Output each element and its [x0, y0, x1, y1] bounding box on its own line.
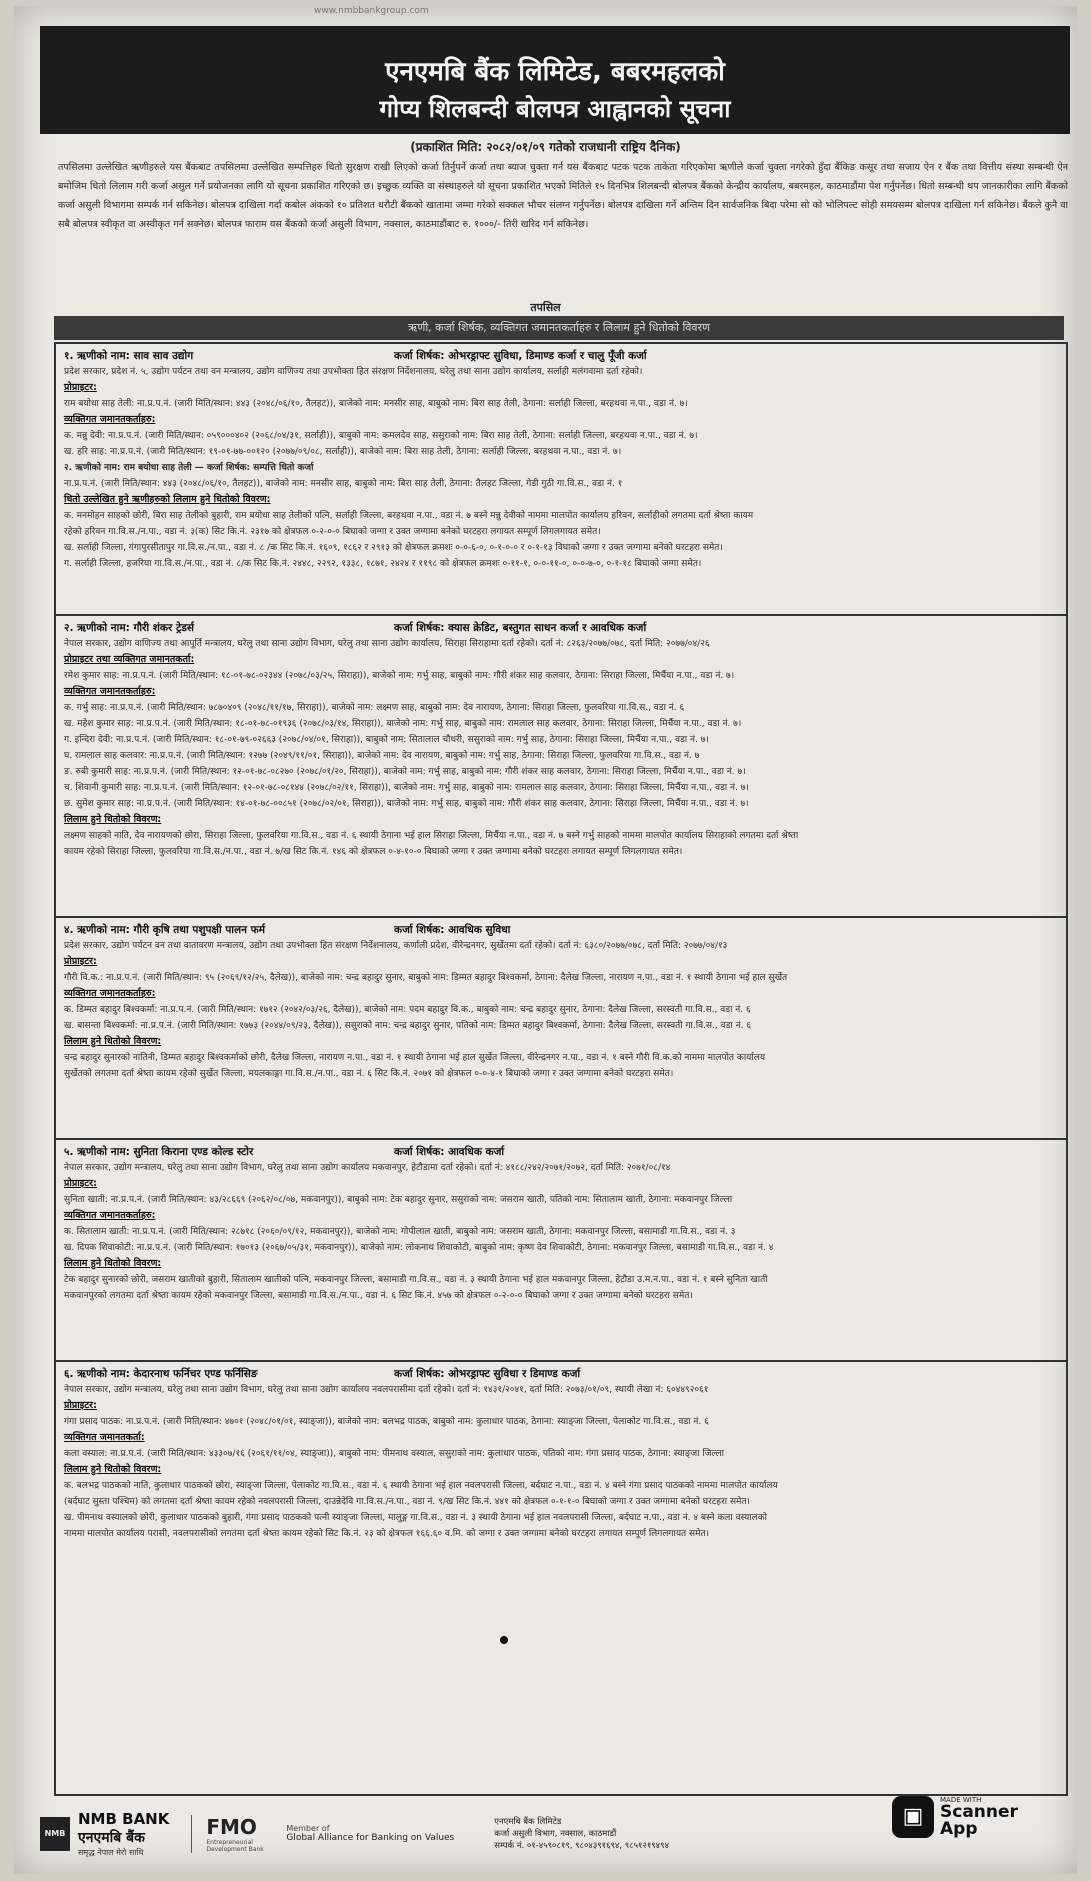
- detail-line: ग. सर्लाही जिल्ला, हजरिया गा.वि.स./न.पा., वडा नं. ८/क सिट कि.नं. २४४८, २२९२, १३३८, १८७१, २४२४ र ११९८ को क्षेत्रफल क्रमशः ०-११-१, ०-०-११-०, ०-०-७-०, ०-१-१८ बिघाको जग्गा समेत।: [64, 559, 702, 569]
- subheading: व्यक्तिगत जमानतकर्ताहरु:: [64, 988, 156, 999]
- newspaper-page: [14, 6, 1077, 1874]
- loan-title: कर्जा शिर्षक: आवधिक कर्जा: [394, 1146, 505, 1158]
- fmo-name: FMO: [206, 1815, 257, 1839]
- detail-line: ग. इन्दिरा देवी: ना.प्र.प.नं. (जारी मिति/स्थान: १८-०१-७९-०२६६३ (२०७८/०४/०१, सिराहा)), बाबुको नाम: सितालाल चौधरी, ससुराको नाम: गर्भु साह, ठेगाना: सिराहा जिल्ला, मिर्चैया न.पा., वडा नं. ७।: [64, 735, 709, 745]
- address-bank-name: एनएमबि बैंक लिमिटेड: [494, 1817, 562, 1827]
- member-of-label: Member of: [286, 1824, 330, 1833]
- loan-title: कर्जा शिर्षक: आवधिक सुविधा: [394, 924, 511, 936]
- detail-line: ख. महेश कुमार साह: ना.प्र.प.नं. (जारी मिति/स्थान: १८-०१-७८-०१९३६ (२०७८/०३/१४, सिराहा)), बाजेको नाम: गर्भु साह, बाबुको नाम: रामलाल साह कलवार, ठेगाना: सिराहा जिल्ला, मिर्चैया न.पा., वडा नं. ७।: [64, 719, 742, 729]
- fmo-subtitle: Entrepreneurial Development Bank: [206, 1839, 264, 1853]
- subheading: प्रोप्राइटर:: [64, 1400, 97, 1411]
- detail-line: क. डिम्मत बहादुर बिश्वकर्मा: ना.प्र.प.नं. (जारी मिति/स्थान: १७१२ (२०४२/०३/२६, दैलेख)), बाजेको नाम: पदम बहादुर वि.क., बाबुको नाम: चन्द्र बहादुर सुनार, ठेगाना: दैलेख जिल्ला, सरस्वती गा.वि.स., वडा नं. ६: [64, 1005, 751, 1015]
- borrower-section: [56, 1360, 1066, 1620]
- annex-label: तपसिल: [530, 301, 561, 314]
- scanner-app-icon: ▣: [892, 1796, 934, 1838]
- borrower-section: [56, 916, 1066, 1138]
- intro-paragraph: [58, 158, 1068, 298]
- borrower-name: ५. ऋणीको नाम: सुनिता किराना एण्ड कोल्ड स्टोर: [64, 1146, 254, 1158]
- fmo-logo: [191, 1815, 266, 1853]
- detail-line: टेक बहादुर सुनारको छोरी, जसराम खातीको बुहारी, सितालाम खातीको पत्नि, मकवानपुर जिल्ला, बसामाडी गा.वि.स., वडा नं. ३ स्थायी ठेगाना भई हाल मकवानपुर जिल्ला, हेटौडा उ.म.न.पा., वडा नं. १ बस्ने सुनिता खाती: [64, 1275, 768, 1285]
- notice-header: [40, 26, 1070, 134]
- detail-line: प्रदेश सरकार, उद्योग पर्यटन वन तथा वातावरण मन्त्रालय, उद्योग तथा उपभोक्ता हित संरक्षण निर्देशनालय, कर्णाली प्रदेश, वीरेन्द्रनगर, सुर्खेतमा दर्ता रहेको। दर्ता नं: ६३८०/२०७७/०७८, दर्ता मिति: २०७७/०४/१३: [64, 941, 728, 951]
- gabv-logo: [286, 1824, 454, 1844]
- detail-line: सुनिता खाती: ना.प्र.प.नं. (जारी मिति/स्थान: ४३/२८६६९ (२०६२/०८/०७, मकवानपुर)), बाबुको नाम: टेक बहादुर सुनार, ससुराको नाम: जसराम खाती, पतिको नाम: सितालाम खाती, ठेगाना: मकवानपुर जिल्ला: [64, 1195, 733, 1205]
- ink-dot: [500, 1636, 508, 1644]
- detail-line: नेपाल सरकार, उद्योग मन्त्रालय, घरेलु तथा साना उद्योग विभाग, घरेलु तथा साना उद्योग कार्यालय नवलपरासीमा दर्ता रहेको। दर्ता नं: १४३१/२०४१, दर्ता मिति: २०७३/०१/०९, स्थायी लेखा नं: ६०४४९२०६१: [64, 1385, 709, 1395]
- detail-line: कला वस्याल: ना.प्र.प.नं. (जारी मिति/स्थान: ४३३०७/१६ (२०६१/११/०४, स्याङ्जा)), बाबुको नाम: पीमनाथ वस्याल, ससुराको नाम: कुलाधार पाठक, पतिको नाम: गंगा प्रसाद पाठक, ठेगाना: स्याङ्जा जिल्ला: [64, 1449, 724, 1459]
- detail-line: (बर्दघाट सुस्ता पश्चिम) को लगतमा दर्ता श्रेष्ता कायम रहेको नवलपरासी जिल्ला, दाउन्नेदेवि गा.वि.स./न.पा., वडा नं. ९/ख सिट कि.नं. ४४१ को क्षेत्रफल ०-१-१-० बिघाको जग्गा र उक्त जग्गामा बनेको घरटहरा समेत।: [64, 1497, 750, 1507]
- detail-line: ना.प्र.प.नं. (जारी मिति/स्थान: ४४३ (२०४८/०६/१०, तैलहट)), बाजेको नाम: मनसीर साह, बाबुको नाम: बिरा साह तेली, ठेगाना: तैलहट जिल्ला, गेडी गुठी गा.वि.स., वडा नं. १: [64, 479, 623, 489]
- detail-line: ख. पीमनाथ वस्यालको छोरी, कुलाधार पाठकको बुहारी, गंगा प्रसाद पाठकको पत्नी स्याङ्जा जिल्ला, मालुङ्ग गा.वि.स., वडा नं. ३ स्थायी ठेगाना भई हाल नवलपरासी जिल्ला, बर्दघाट न.पा., वडा नं. ४ बस्ने कला वस्यालको: [64, 1513, 767, 1523]
- intro-line: तपसिलमा उल्लेखित ऋणीहरुले यस बैंकबाट तपसिलमा उल्लेखित सम्पत्तिहरु धितो सुरक्षण राखी लिएको कर्जा तिर्नुपर्ने कर्जा तथा ब्याज चुक्ता गर्न यस बैंकबाट पटक पटक ताकेता गरिएकोमा: [58, 162, 716, 173]
- scanner-made-with: MADE WITH: [940, 1796, 982, 1804]
- detail-line: नाममा मालपोत कार्यालय परासी, नवलपरासीको लगतमा दर्ता श्रेष्ता कायम रहेको सिट कि.नं. २३ को क्षेत्रफल १६६.६० व.मि. को जग्गा र उक्त जग्गामा बनेको घरटहरा लगायत सम्पूर्ण लिगलगायत समेत।: [64, 1529, 710, 1539]
- source-url: www.nmbbankgroup.com: [314, 6, 429, 16]
- detail-line: लक्ष्मण साहको नाति, देव नारायणको छोरा, सिराहा जिल्ला, फुलवरिया गा.वि.स., वडा नं. ६ स्थायी ठेगाना भई हाल सिराहा जिल्ला, मिर्चैया न.पा., वडा नं. ७ बस्ने गर्भु साहको नाममा मालपोत कार्यालय सिराहाको लगतमा दर्ता श्रेष्ता: [64, 831, 799, 841]
- detail-line: रमेश कुमार साह: ना.प्र.प.नं. (जारी मिति/स्थान: १८-०१-७८-०२३४४ (२०७८/०३/२५, सिराहा)), बाजेको नाम: गर्भु साह, बाबुको नाम: गौरी शंकर साह कलवार, ठेगाना: सिराहा जिल्ला, मिर्चैया न.पा., वडा नं. ७।: [64, 671, 735, 681]
- detail-line: क. गर्भु साह: ना.प्र.प.नं. (जारी मिति/स्थान: ७८७०४०९ (२०४८/११/१७, सिराहा)), बाजेको नाम: लक्ष्मण साह, बाबुको नाम: देव नारायण, ठेगाना: सिराहा जिल्ला, फुलवरिया गा.वि.स., वडा नं. ६: [64, 703, 685, 713]
- subheading: धितो उल्लेखित हुने ऋणीहरुको लिलाम हुने धितोको विवरण:: [64, 494, 271, 505]
- subheading: व्यक्तिगत जमानतकर्ताहरु:: [64, 414, 156, 425]
- subheading: प्रोप्राइटर:: [64, 382, 97, 393]
- table-header: ऋणी, कर्जा शिर्षक, व्यक्तिगत जमानतकर्ताहरु र लिलाम हुने धितोको विवरण: [54, 316, 1064, 340]
- detail-line: ख. बासन्ता बिश्वकर्मा: ना.प्र.प.नं. (जारी मिति/स्थान: १७७३ (२०४४/०९/२३, दैलेख)), ससुराको नाम: चन्द्र बहादुर सुनार, पतिको नाम: डिम्मत बहादुर बिश्वकर्मा, ठेगाना: दैलेख जिल्ला, सरस्वती गा.वि.स., वडा नं. ६: [64, 1021, 752, 1031]
- detail-line: चन्द्र बहादुर सुनारको नातिनी, डिम्मत बहादुर बिश्वकर्माको छोरी, दैलेख जिल्ला, नारायण न.पा., वडा नं. १ स्थायी ठेगाना भई हाल सुर्खेत जिल्ला, वीरेन्द्रनगर न.पा., वडा नं. १ बस्ने गौरी वि.क.को नाममा मालपोत कार्यालय: [64, 1053, 766, 1063]
- detail-line: मकवानपुरको लगतमा दर्ता श्रेष्ता कायम रहेको मकवानपुर जिल्ला, बसामाडी गा.वि.स./न.पा., वडा नं. ६ सिट कि.नं. ४५७ को क्षेत्रफल ०-२-०-० बिघाको जग्गा र उक्त जग्गामा बनेको घरटहरा समेत।: [64, 1291, 693, 1301]
- subheading: लिलाम हुने धितोको विवरण:: [64, 1464, 162, 1475]
- nmb-name-ne: एनएमबि बैंक: [78, 1830, 145, 1846]
- detail-line: च. शिवानी कुमारी साह: ना.प्र.प.नं. (जारी मिति/स्थान: १२-०१-७८-०८१४४ (२०७८/०२/११, सिराहा)), बाजेको नाम: गर्भु साह, बाबुको नाम: रामलाल साह कलवार, ठेगाना: सिराहा जिल्ला, मिर्चैया न.पा., वडा नं. ७।: [64, 783, 749, 793]
- detail-line: सुर्खेतको लगतमा दर्ता श्रेष्ता कायम रहेको सुर्खेत जिल्ला, मयलकाङ्गा गा.वि.स./न.पा., वडा नं. ६ सिट कि.नं. २०७१ को क्षेत्रफल ०-०-४-१ बिघाको जग्गा र उक्त जग्गामा बनेको घरटहरा समेत।: [64, 1069, 674, 1079]
- borrower-section: [56, 1138, 1066, 1360]
- borrower-name: २. ऋणीको नाम: गौरी शंकर ट्रेडर्स: [64, 622, 194, 634]
- detail-line: घ. रामलाल साह कलवार: ना.प्र.प.नं. (जारी मिति/स्थान: १२७७ (२०४९/११/०१, सिराहा)), बाजेको नाम: देव नारायण, बाबुको नाम: गर्भु साह, ठेगाना: सिराहा जिल्ला, फुलवरिया गा.वि.स., वडा नं. ७: [64, 751, 700, 761]
- loan-title: कर्जा शिर्षक: क्यास क्रेडिट, बस्तुगत साधन कर्जा र आवधिक कर्जा: [394, 622, 647, 634]
- nmb-logo-icon: NMB: [40, 1817, 70, 1851]
- detail-line: रहेको हरिवन गा.वि.स./न.पा., वडा नं. ३(क) सिट कि.नं. २३१७ को क्षेत्रफल ०-२-०-० बिघाको जग्गा र उक्त जग्गामा बनेको घरटहरा लगायत सम्पूर्ण लिगलगायत समेत।: [64, 527, 601, 537]
- subheading: व्यक्तिगत जमानतकर्ताहरु:: [64, 1210, 156, 1221]
- subheading: लिलाम हुने धितोको विवरण:: [64, 1036, 162, 1047]
- scanner-app-label: App: [940, 1819, 978, 1839]
- subheading: प्रोप्राइटर:: [64, 956, 97, 967]
- intro-line: बोलपत्र दाखिला गर्ने अन्तिम दिन सार्वजनिक बिदा परेमा सो को भोलिपल्ट सोही समयसम्म बोलपत्र दाखिला गर्न सकिनेछ। बैंकले कुनै वा सबै बोलपत्र स्वीकृत वा अस्वीकृत गर्न सक्नेछ।: [58, 200, 1068, 230]
- detail-line: राम बयोधा साह तेली: ना.प्र.प.नं. (जारी मिति/स्थान: ४४३ (२०४८/०६/१०, तैलहट)), बाजेको नाम: मनसीर साह, बाबुको नाम: बिरा साह तेली, ठेगाना: सर्लाही जिल्ला, बरहथवा न.पा., वडा नं. ७।: [64, 399, 688, 409]
- publication-date: (प्रकाशित मिति: २०८२/०१/०९ गतेको राजधानी राष्ट्रिय दैनिक): [410, 140, 681, 154]
- borrower-name: ६. ऋणीको नाम: केदारनाथ फर्निचर एण्ड फर्निसिङ: [64, 1368, 258, 1380]
- bank-address: [494, 1816, 669, 1852]
- borrower-sections: [54, 342, 1068, 1796]
- intro-line: बोलपत्र फाराम यस बैंकको कर्जा असुली विभाग, नक्साल, काठमाडौंबाट रु. १०००/- तिरी खरिद गर्न सकिनेछ।: [217, 219, 589, 230]
- notice-title-line2: गोप्य शिलबन्दी बोलपत्र आह्वानको सूचना: [379, 95, 731, 123]
- detail-line: ख. हरि साह: ना.प्र.प.नं. (जारी मिति/स्थान: १९-०१-७७-००१२० (२०७७/०९/०८, सर्लाही)), बाजेको नाम: बिरा साह तेली, ठेगाना: सर्लाही जिल्ला, बरहथवा न.पा., वडा नं. ७।: [64, 447, 622, 457]
- detail-line: नेपाल सरकार, उद्योग वाणिज्य तथा आपूर्ति मन्त्रालय, घरेलु तथा साना उद्योग विभाग, घरेलु तथा साना उद्योग कार्यालय, सिराहा सिराहामा दर्ता रहेको। दर्ता नं: ८२६३/२०७७/०७८, दर्ता मिति: २०७७/०४/२६: [64, 639, 710, 649]
- borrower-name: ४. ऋणीको नाम: गौरी कृषि तथा पशुपक्षी पालन फर्म: [64, 924, 266, 936]
- address-department: कर्जा असुली विभाग, नक्साल, काठमाडौं: [494, 1829, 617, 1839]
- notice-title-line1: एनएमबि बैंक लिमिटेड, बबरमहलको: [385, 57, 725, 87]
- detail-line: २. ऋणीको नाम: राम बयोधा साह तेली — कर्जा शिर्षक: सम्पत्ति धितो कर्जा: [64, 463, 314, 473]
- nmb-name-en: NMB BANK: [78, 1810, 170, 1828]
- nmb-tagline: समृद्ध नेपाल मेरो साथि: [78, 1848, 144, 1857]
- detail-line: ङ. रुबी कुमारी साह: ना.प्र.प.नं. (जारी मिति/स्थान: १२-०१-७८-०८२७० (२०७८/०१/२०, सिराहा)), बाजेको नाम: गर्भु साह, बाबुको नाम: गौरी शंकर साह कलवार, ठेगाना: सिराहा जिल्ला, मिर्चैया न.पा., वडा नं. ७।: [64, 767, 746, 777]
- detail-line: क. मनमोहन साहको छोरी, बिरा साह तेलीको बुहारी, राम बयोधा साह तेलीको पत्नि, सर्लाही जिल्ला, बरहथवा न.पा., वडा नं. ७ बस्ने मन्नु देवीको नाममा मालपोत कार्यालय हरिवन, सर्लाहीको लगतमा दर्ता श्रेष्ता कायम: [64, 511, 754, 521]
- detail-line: नेपाल सरकार, उद्योग मन्त्रालय, घरेलु तथा साना उद्योग विभाग, घरेलु तथा साना उद्योग कार्यालय मकवानपुर, हेटौडामा दर्ता रहेको। दर्ता नं: ४१८८/२४२/२०७१/२०७२, दर्ता मिति: २०७१/०८/१४: [64, 1163, 671, 1173]
- intro-line: इच्छुक व्यक्ति वा संस्थाहरुले यो सूचना प्रकाशित भएको मितिले १५ दिनभित्र शिलबन्दी बोलपत्र बैंकको केन्द्रीय कार्यालय, बबरमहल, काठमाडौंमा पेश गर्नुपर्नेछ। धितो सम्बन्धी: [377, 181, 964, 192]
- detail-line: क. मन्नु देवी: ना.प्र.प.नं. (जारी मिति/स्थान: ०५९०००४०२ (२०६८/०४/३१, सर्लाही)), बाबुको नाम: कमलदेव साह, ससुराको नाम: बिरा साह तेली, ठेगाना: सर्लाही जिल्ला, बरहथवा न.पा., वडा नं. ७।: [64, 431, 698, 441]
- address-contact: सम्पर्क नं. ०१-४५९०८१९, ९८०४३९१६९४, ९८५१२१९४९४: [494, 1841, 669, 1851]
- loan-title: कर्जा शिर्षक: ओभरड्राफ्ट सुविधा, डिमाण्ड कर्जा र चालु पूँजी कर्जा: [394, 350, 647, 362]
- subheading: व्यक्तिगत जमानतकर्ताहरु:: [64, 686, 156, 697]
- intro-line: थप जानकारीका लागि बैंकको कर्जा असुली विभागमा सम्पर्क गर्न सकिनेछ। बोलपत्र दाखिला गर्दा कबोल अंकको १० प्रतिशत धरौटी बैंकको खातामा जम्मा गरेको सक्कल भौचर संलग्न गर्नुपर्नेछ।: [58, 181, 1068, 211]
- borrower-section: [56, 614, 1066, 916]
- borrower-section: [56, 342, 1066, 614]
- scanner-name: Scanner: [940, 1802, 1018, 1822]
- nmb-bank-logo: [40, 1810, 169, 1858]
- detail-line: क. बलभद्र पाठकको नाति, कुलाधार पाठकको छोरा, स्याङ्जा जिल्ला, पेलाकोट गा.वि.स., वडा नं. ६ स्थायी ठेगाना भई हाल नवलपरासी जिल्ला, बर्दघाट न.पा., वडा नं. ४ बस्ने गंगा प्रसाद पाठकको नाममा मालपोत कार्यालय: [64, 1481, 778, 1491]
- detail-line: क. सितालाम खाती: ना.प्र.प.नं. (जारी मिति/स्थान: २८७१८ (२०६०/०९/१२, मकवानपुर)), बाजेको नाम: गोपीलाल खाती, बाबुको नाम: जसराम खाती, ठेगाना: मकवानपुर जिल्ला, बसामाडी गा.वि.स., वडा नं. ३: [64, 1227, 736, 1237]
- intro-line: ऋणीले कर्जा चुक्ता नगरेको हुँदा बैंकिङ कसूर तथा सजाय ऐन र बैंक तथा वित्तीय संस्था सम्बन्धी ऐन बमोजिम धितो लिलाम गरी कर्जा असुल गर्ने प्रयोजनका लागि यो सूचना प्रकाशित गरिएको छ।: [58, 162, 1068, 192]
- subheading: लिलाम हुने धितोको विवरण:: [64, 1258, 162, 1269]
- detail-line: कायम रहेको सिराहा जिल्ला, फुलवरिया गा.वि.स./न.पा., वडा नं. ७/ख सिट कि.नं. १४६ को क्षेत्रफल ०-४-१०-० बिघाको जग्गा र उक्त जग्गामा बनेको घरटहरा लगायत सम्पूर्ण लिगलगायत समेत।: [64, 847, 683, 857]
- detail-line: गंगा प्रसाद पाठक: ना.प्र.प.नं. (जारी मिति/स्थान: ४७०१ (२०४८/०१/०१, स्याङ्जा)), बाजेको नाम: बलभद्र पाठक, बाबुको नाम: कुलाधार पाठक, ठेगाना: स्याङ्जा जिल्ला, पेलाकोट गा.वि.स., वडा नं. ६: [64, 1417, 709, 1427]
- subheading: प्रोप्राइटर तथा व्यक्तिगत जमानतकर्ता:: [64, 654, 195, 665]
- borrower-name: १. ऋणीको नाम: साव साव उद्योग: [64, 350, 194, 362]
- detail-line: छ. सुमेश कुमार साह: ना.प्र.प.नं. (जारी मिति/स्थान: १४-०१-७८-००८५१ (२०७८/०२/०१, सिराहा)), बाजेको नाम: गर्भु साह, बाबुको नाम: गौरी शंकर साह कलवार, ठेगाना: सिराहा जिल्ला, मिर्चैया न.पा., वडा नं. ७।: [64, 799, 749, 809]
- gabv-name: Global Alliance for Banking on Values: [286, 1833, 455, 1843]
- detail-line: गौरी वि.क.: ना.प्र.प.नं. (जारी मिति/स्थान: ९५ (२०६९/१२/२५, दैलेख)), बाजेको नाम: चन्द्र बहादुर सुनार, बाबुको नाम: डिम्मत बहादुर बिश्वकर्मा, ठेगाना: दैलेख जिल्ला, नारायण न.पा., वडा नं. १ स्थायी ठेगाना भई हाल सुर्खेत: [64, 973, 788, 983]
- loan-title: कर्जा शिर्षक: ओभरड्राफ्ट सुविधा र डिमाण्ड कर्जा: [394, 1368, 581, 1380]
- scanner-app-watermark: [892, 1796, 1018, 1838]
- detail-line: ख. दिपक शिवाकोटी: ना.प्र.प.नं. (जारी मिति/स्थान: १७०१३ (२०६७/०५/३१, मकवानपुर)), बाजेको नाम: लोकनाथ शिवाकोटी, बाबुको नाम: कृष्ण देव शिवाकोटी, ठेगाना: मकवानपुर जिल्ला, बसामाडी गा.वि.स., वडा नं. ४: [64, 1243, 774, 1253]
- subheading: प्रोप्राइटर:: [64, 1178, 97, 1189]
- subheading: व्यक्तिगत जमानतकर्ता:: [64, 1432, 145, 1443]
- detail-line: ख. सर्लाही जिल्ला, गंगापुरसीतापुर गा.वि.स./न.पा., वडा नं. ८ /क सिट कि.नं. १६०९, १८६२ र २९१३ को क्षेत्रफल क्रमशः ०-०-६-०, ०-१-०-० र ०-१-१३ विघाको जग्गा र उक्त जग्गामा बनेको घरटहरा समेत।: [64, 543, 723, 553]
- detail-line: प्रदेश सरकार, प्रदेश नं. ५, उद्योग पर्यटन तथा वन मन्त्रालय, उद्योग वाणिज्य तथा उपभोक्ता हित संरक्षण निर्देशनालय, घरेलु तथा साना उद्योग कार्यालय, सर्लाही मलंगवामा दर्ता रहेको।: [64, 367, 643, 377]
- subheading: लिलाम हुने धितोको विवरण:: [64, 814, 162, 825]
